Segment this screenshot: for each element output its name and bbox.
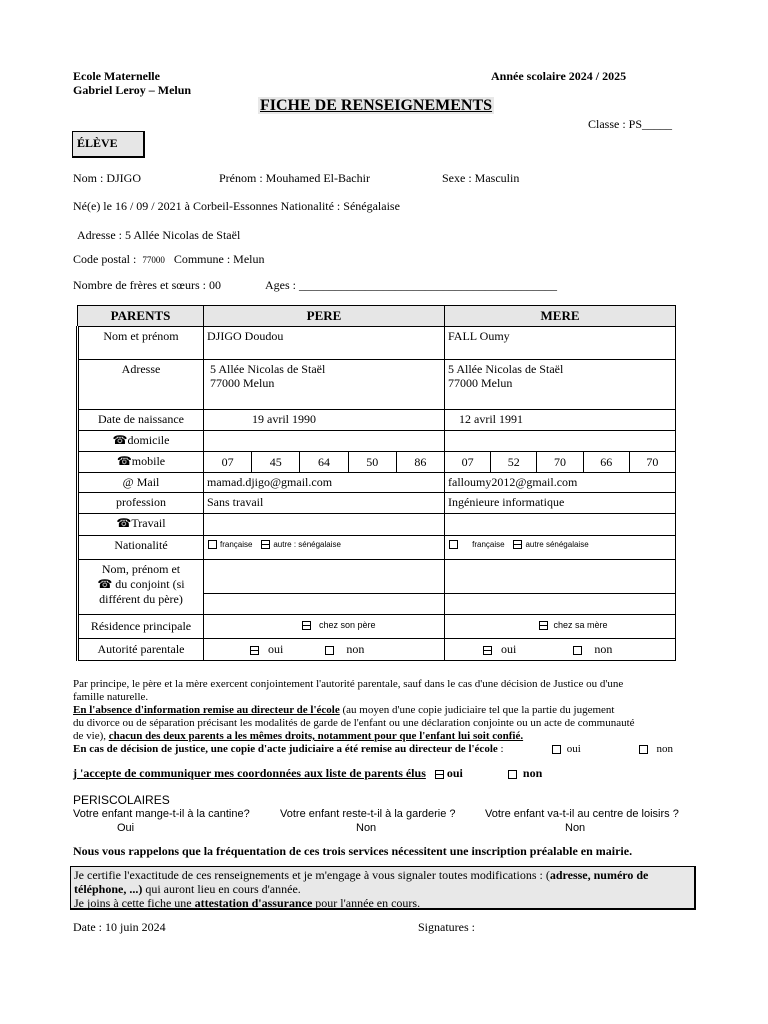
label-travail: ☎Travail [116, 516, 166, 530]
justice-oui: oui [552, 743, 581, 756]
pere-autorite-oui-checkbox[interactable] [250, 646, 259, 655]
mere-residence: chez sa mère [445, 615, 675, 632]
label-mail: @ Mail [122, 475, 160, 489]
eleve-section-box: ÉLÈVE [72, 131, 145, 158]
header-pere: PERE [204, 306, 445, 327]
label-adresse: Adresse [121, 362, 161, 376]
justice-non: non [639, 743, 673, 756]
mere-nationalite: française autre sénégalaise [445, 536, 675, 551]
mere-profession: Ingénieure informatique [448, 495, 565, 509]
parents-table [76, 305, 676, 661]
accept-non-checkbox[interactable] [508, 770, 517, 779]
mere-conjoint-nom [445, 560, 676, 594]
pere-conjoint-nom [204, 560, 445, 594]
pere-nat-autre-checkbox[interactable] [261, 540, 270, 549]
periscolaire-q3: Votre enfant va-t-il au centre de loisirs ? [485, 808, 679, 820]
eleve-sexe: Sexe : Masculin [442, 171, 520, 185]
label-autorite: Autorité parentale [97, 642, 185, 656]
pere-adresse: 5 Allée Nicolas de Staël 77000 Melun [210, 362, 326, 390]
certification-box: Je certifie l'exactitude de ces renseignements et je m'engage à vous signaler toutes modifications : (adresse, numéro de téléphone, ...) qui auront lieu en cours d'année. Je joins à cette fiche une attestation d'assurance pour l'année en cours. [70, 866, 696, 910]
mere-autorite-non-checkbox[interactable] [573, 646, 582, 655]
periscolaire-a1: Oui [117, 822, 135, 834]
pere-autorite-non-checkbox[interactable] [325, 646, 334, 655]
header-mere: MERE [445, 306, 676, 327]
periscolaire-q1: Votre enfant mange-t-il à la cantine? [73, 808, 250, 820]
mere-autorite-oui-checkbox[interactable] [483, 646, 492, 655]
eleve-nom: Nom : DJIGO [73, 171, 141, 185]
rappel-inscription: Nous vous rappelons que la fréquentation de ces trois services nécessitent une inscription préalable en mairie. [73, 844, 633, 858]
pere-residence-checkbox[interactable] [302, 621, 311, 630]
eleve-naissance: Né(e) le 16 / 09 / 2021 à Corbeil-Essonnes Nationalité : Sénégalaise [73, 199, 400, 213]
label-domicile: ☎domicile [112, 433, 170, 447]
justice-oui-checkbox[interactable] [552, 745, 561, 754]
periscolaire-q2: Votre enfant reste-t-il à la garderie ? [280, 808, 456, 820]
mere-autorite: oui non [445, 639, 675, 659]
label-profession: profession [116, 495, 166, 509]
eleve-ages: Ages : ___________________________________________ [265, 278, 557, 292]
mere-mail: falloumy2012@gmail.com [448, 475, 578, 489]
pere-nat-fr-checkbox[interactable] [208, 540, 217, 549]
school-city: Gabriel Leroy – Melun [73, 83, 192, 97]
legal-text: Par principe, le père et la mère exercent conjointement l'autorité parentale, sauf dans le cas d'une décision de Justice ou d'une famille naturelle. En l'absence d'information remise au directeur de l'école (au moyen d'une copie judiciaire tel que la partie du jugement du divorce ou de séparation précisant les modalités de garde de l'enfant ou une déclaration conjointe ou un acte de communauté de vie), chacun des deux parents a les mêmes droits, notamment pour que l'enfant lui soit confié. En cas de décision de justice, une copie d'acte judiciaire a été remise au directeur de l'école : oui non [73, 678, 673, 755]
school-name: Ecole Maternelle [73, 69, 160, 83]
mere-mobile: 07 52 70 66 70 [445, 452, 675, 472]
mere-nom: FALL Oumy [448, 329, 510, 343]
pere-profession: Sans travail [207, 495, 264, 509]
label-nom: Nom et prénom [103, 329, 179, 343]
accept-coordonnees: j 'accepte de communiquer mes coordonnées aux liste de parents élus oui non [73, 766, 543, 780]
label-mobile: ☎mobile [116, 454, 166, 468]
mere-adresse: 5 Allée Nicolas de Staël 77000 Melun [448, 362, 564, 390]
accept-oui-checkbox[interactable] [435, 770, 444, 779]
eleve-freres: Nombre de frères et sœurs : 00 [73, 278, 221, 292]
label-nationalite: Nationalité [114, 538, 168, 552]
school-year: Année scolaire 2024 / 2025 [491, 69, 627, 83]
pere-nom: DJIGO Doudou [207, 329, 284, 343]
eleve-prenom: Prénom : Mouhamed El-Bachir [219, 171, 370, 185]
pere-residence: chez son père [204, 615, 444, 632]
label-residence: Résidence principale [90, 619, 192, 633]
eleve-code-postal: Code postal : 77000 Commune : Melun [73, 252, 265, 266]
label-conjoint: Nom, prénom et ☎ du conjoint (si différent du père) [97, 562, 185, 606]
periscolaire-title: PERISCOLAIRES [73, 793, 170, 807]
justice-non-checkbox[interactable] [639, 745, 648, 754]
pere-nationalite: française autre : sénégalaise [204, 536, 444, 551]
label-naissance: Date de naissance [98, 412, 184, 426]
pere-mobile: 07 45 64 50 86 [204, 452, 444, 472]
date-field: Date : 10 juin 2024 [73, 920, 166, 934]
periscolaire-a2: Non [356, 822, 377, 834]
eleve-adresse: Adresse : 5 Allée Nicolas de Staël [77, 228, 241, 242]
mere-nat-autre-checkbox[interactable] [513, 540, 522, 549]
classe-field: Classe : PS_____ [588, 117, 673, 131]
pere-naissance: 19 avril 1990 [252, 412, 316, 426]
periscolaire-a3: Non [565, 822, 586, 834]
pere-autorite: oui non [204, 639, 444, 659]
mere-nat-fr-checkbox[interactable] [449, 540, 458, 549]
mere-naissance: 12 avril 1991 [459, 412, 523, 426]
mere-residence-checkbox[interactable] [539, 621, 548, 630]
signatures-field: Signatures : [418, 920, 475, 934]
page-title: FICHE DE RENSEIGNEMENTS [260, 97, 493, 114]
pere-mail: mamad.djigo@gmail.com [207, 475, 333, 489]
header-parents: PARENTS [78, 306, 204, 327]
